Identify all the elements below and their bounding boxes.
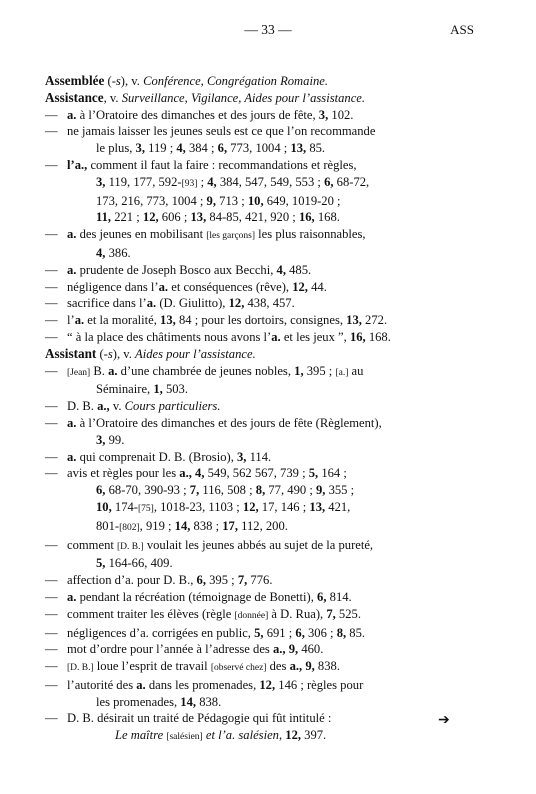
volume-ref: 12,: [292, 279, 308, 294]
index-line: [45, 555, 485, 572]
volume-ref: 5,: [96, 556, 106, 571]
entry-text: le plus,: [96, 141, 136, 156]
entry-text: mot d’ordre pour l’année à l’adresse des: [67, 642, 273, 657]
entry-text: 44.: [307, 279, 327, 294]
cross-ref: -s: [111, 74, 121, 88]
volume-ref: 6,: [317, 589, 327, 604]
entry-text: 814.: [326, 589, 352, 604]
volume-ref: 6,: [96, 483, 106, 498]
entry-text: les plus raisonnables,: [255, 227, 366, 242]
index-line: [45, 606, 485, 625]
headword: Assistance: [45, 89, 104, 105]
index-line: [45, 140, 485, 157]
entry-text: 549, 562 567, 739 ;: [204, 466, 309, 481]
entry-dash: —: [45, 107, 58, 122]
entry-text: 691 ;: [263, 625, 296, 640]
index-line: [45, 90, 485, 107]
volume-ref: 3,: [318, 107, 329, 122]
entry-text: l’: [67, 313, 75, 328]
entry-text: 397.: [301, 728, 327, 743]
index-line: [45, 727, 485, 746]
cross-ref: -s: [103, 346, 113, 361]
volume-ref: 4,: [207, 174, 217, 189]
index-line: [45, 572, 485, 589]
entry-text: ), v.: [120, 74, 144, 88]
editorial-note: [802]: [119, 522, 140, 533]
entry-dash: —: [45, 466, 58, 481]
entry-text: 438, 457.: [244, 296, 295, 311]
entry-text: 174-: [111, 499, 138, 514]
volume-ref: 13,: [290, 141, 307, 156]
volume-ref: a.: [108, 363, 118, 378]
entry-text: 68-70, 390-93 ;: [105, 483, 190, 498]
editorial-note: [93]: [181, 178, 198, 189]
headword: Assemblée: [45, 73, 105, 88]
entry-dash: —: [45, 399, 58, 414]
volume-ref: 11,: [96, 210, 112, 225]
volume-ref: 6,: [295, 625, 305, 640]
entry-text: (: [104, 74, 112, 88]
entry-text: dans les promenades,: [145, 677, 260, 692]
volume-ref: 4,: [195, 466, 205, 481]
index-line: [45, 123, 485, 140]
volume-ref: 12,: [142, 210, 159, 225]
entry-dash: —: [45, 537, 58, 552]
index-line: [45, 381, 485, 398]
volume-ref: 12,: [228, 296, 245, 311]
volume-ref: 14,: [174, 518, 191, 533]
entry-text: 525.: [335, 606, 361, 621]
entry-dash: —: [45, 279, 58, 294]
volume-ref: 1,: [294, 363, 304, 378]
entry-text: 164-66, 409.: [105, 556, 173, 571]
volume-ref: 4,: [276, 262, 286, 277]
index-line: [45, 518, 485, 537]
index-line: [45, 499, 485, 518]
volume-ref: 4,: [96, 245, 106, 260]
entry-text: 503.: [162, 382, 188, 397]
entry-dash: —: [45, 642, 58, 657]
entry-text: 68-72,: [333, 174, 370, 189]
editorial-note: [les garçons]: [206, 231, 256, 242]
entry-text: des: [266, 659, 290, 674]
entry-dash: —: [45, 157, 58, 172]
entry-text: ,: [278, 728, 286, 743]
entry-text: 773, 1004 ;: [227, 141, 291, 156]
index-line: [45, 415, 485, 432]
volume-ref: 10,: [247, 193, 264, 208]
index-line: [45, 174, 485, 193]
headword: Assistant: [45, 345, 97, 361]
index-line: [45, 537, 485, 556]
entry-text: , 919 ;: [139, 518, 175, 533]
entry-text: pendant la récréation (témoignage de Bonetti),: [76, 589, 318, 604]
entry-text: 84-85, 421, 920 ;: [206, 210, 299, 225]
index-line: [45, 295, 485, 312]
page-number: — 33 —: [244, 22, 292, 37]
entry-text: , v.: [103, 90, 122, 105]
entry-text: négligences d’a. corrigées en public,: [67, 625, 255, 640]
index-body: [45, 73, 485, 746]
volume-ref: 3,: [96, 432, 106, 447]
volume-ref: 10,: [96, 499, 112, 514]
index-line: [45, 482, 485, 499]
volume-ref: a.: [67, 415, 77, 430]
cross-ref: Cours particuliers.: [124, 399, 221, 414]
entry-text: 713 ;: [216, 193, 248, 208]
entry-text: à l’Oratoire des dimanches et des jours de fête,: [76, 107, 319, 122]
entry-text: 649, 1019-20 ;: [263, 193, 341, 208]
volume-ref: 12,: [285, 728, 302, 743]
entry-dash: —: [45, 589, 58, 604]
index-line: [45, 73, 485, 90]
volume-ref: 7,: [326, 606, 336, 621]
entry-dash: —: [45, 363, 58, 378]
index-line: [45, 677, 485, 694]
entry-dash: —: [45, 449, 58, 464]
index-line: [45, 694, 485, 711]
entry-dash: —: [45, 313, 58, 328]
volume-ref: 7,: [189, 483, 200, 498]
entry-dash: —: [45, 711, 58, 726]
index-line: [45, 107, 485, 124]
entry-text: 221 ;: [111, 210, 143, 225]
cross-ref: Conférence, Congrégation Romaine.: [143, 74, 328, 88]
editorial-note: [Jean]: [67, 367, 91, 378]
entry-text: 164 ;: [318, 466, 347, 481]
volume-ref: 3,: [135, 141, 145, 156]
entry-text: 606 ;: [158, 210, 191, 225]
volume-ref: 16,: [349, 329, 366, 344]
entry-text: 395 ;: [303, 363, 336, 378]
volume-ref: 6,: [217, 141, 228, 156]
index-line: [45, 329, 485, 346]
entry-text: 17, 146 ;: [258, 499, 310, 514]
volume-ref: a.: [158, 279, 169, 294]
volume-ref: a.: [67, 589, 77, 604]
volume-ref: 1,: [153, 382, 163, 397]
entry-text: (D. Giulitto),: [156, 296, 229, 311]
entry-text: ;: [197, 174, 208, 189]
entry-text: 395 ;: [205, 573, 238, 588]
entry-dash: —: [45, 262, 58, 277]
index-line: [45, 245, 485, 262]
volume-ref: a.,: [97, 399, 110, 414]
editorial-note: [a.]: [335, 367, 349, 378]
volume-ref: 9,: [288, 642, 299, 657]
volume-ref: 9,: [315, 483, 326, 498]
volume-ref: a.: [271, 329, 281, 344]
index-line: [45, 157, 485, 174]
entry-text: 386.: [105, 245, 131, 260]
entry-text: 384, 547, 549, 553 ;: [216, 174, 325, 189]
index-line: [45, 262, 485, 279]
volume-ref: 5,: [254, 625, 264, 640]
entry-dash: —: [45, 296, 58, 311]
entry-text: 776.: [247, 573, 273, 588]
editorial-note: [donnée]: [234, 610, 269, 621]
entry-text: Séminaire,: [96, 382, 154, 397]
entry-dash: —: [45, 625, 58, 640]
editorial-note: [salésien]: [166, 732, 203, 743]
entry-text: 119, 177, 592-: [105, 174, 182, 189]
entry-text: à D. Rua),: [268, 606, 327, 621]
entry-dash: —: [45, 415, 58, 430]
volume-ref: 3,: [96, 174, 106, 189]
index-line: [45, 398, 485, 415]
entry-text: à l’Oratoire des dimanches et des jours de fête (Règlement),: [76, 415, 382, 430]
entry-text: 838 ;: [190, 518, 223, 533]
entry-text: et les jeux ”,: [280, 329, 350, 344]
entry-text: prudente de Joseph Bosco aux Becchi,: [76, 262, 277, 277]
index-line: [45, 641, 485, 658]
entry-text: ), v.: [112, 346, 136, 361]
entry-text: comment traiter les élèves (règle: [67, 606, 235, 621]
volume-ref: a.: [67, 227, 77, 242]
entry-text: 84 ; pour les dortoirs, consignes,: [175, 313, 347, 328]
entry-text: 421,: [325, 499, 351, 514]
entry-text: 485.: [285, 262, 312, 277]
page-header: [0, 22, 536, 42]
volume-ref: 16,: [298, 210, 315, 225]
volume-ref: a.,: [289, 659, 303, 674]
entry-text: 173, 216, 773, 1004 ;: [96, 193, 207, 208]
volume-ref: 12,: [242, 499, 259, 514]
volume-ref: a.: [74, 313, 85, 328]
cross-ref: Surveillance, Vigilance, Aides pour l’assistance.: [121, 90, 366, 105]
volume-ref: 3,: [237, 449, 247, 464]
index-line: [45, 625, 485, 642]
entry-text: D. B. désirait un traité de Pédagogie qui fût intitulé :: [67, 711, 332, 726]
entry-text: , 1018-23, 1103 ;: [153, 499, 243, 514]
volume-ref: 5,: [308, 466, 319, 481]
continue-arrow-icon: ➔: [438, 713, 450, 728]
index-line: [45, 226, 485, 245]
volume-ref: 13,: [309, 499, 326, 514]
entry-text: affection d’a. pour D. B.,: [67, 573, 197, 588]
index-line: [45, 312, 485, 329]
volume-ref: 9,: [305, 659, 315, 674]
volume-ref: a.: [67, 449, 77, 464]
volume-ref: 9,: [206, 193, 216, 208]
index-line: [45, 589, 485, 606]
volume-ref: 6,: [196, 573, 206, 588]
entry-text: “ à la place des châtiments nous avons l’: [67, 329, 272, 344]
entry-dash: —: [45, 606, 58, 621]
entry-text: voulait les jeunes abbés au sujet de la pureté,: [143, 537, 374, 552]
volume-ref: a.,: [179, 466, 192, 481]
entry-text: 306 ;: [304, 625, 337, 640]
editorial-note: [D. B.]: [117, 541, 144, 552]
index-line: [45, 449, 485, 466]
entry-text: 99.: [105, 432, 125, 447]
volume-ref: a.: [67, 262, 77, 277]
entry-text: 838.: [314, 659, 340, 674]
entry-text: négligence dans l’: [67, 279, 159, 294]
entry-text: 838.: [196, 694, 222, 709]
entry-dash: —: [45, 573, 58, 588]
entry-text: ne jamais laisser les jeunes seuls est ce que l’on recommande: [67, 124, 376, 139]
entry-text: 801-: [96, 518, 120, 533]
entry-text: 77, 490 ;: [265, 483, 316, 498]
entry-text: les promenades,: [96, 694, 181, 709]
volume-ref: 8,: [336, 625, 347, 640]
editorial-note: [75]: [137, 503, 154, 514]
volume-ref: a.,: [272, 642, 286, 657]
volume-ref: 17,: [222, 518, 238, 533]
entry-text: v.: [109, 399, 125, 414]
entry-text: 146 ; règles pour: [275, 677, 364, 692]
entry-text: 355 ;: [325, 483, 355, 498]
volume-ref: 4,: [176, 141, 186, 156]
index-line: [45, 193, 485, 210]
editorial-note: [observé chez]: [210, 663, 267, 674]
entry-text: B.: [90, 363, 109, 378]
entry-text: sacrifice dans l’: [67, 296, 147, 311]
index-line: [45, 432, 485, 449]
entry-text: (: [96, 346, 104, 361]
entry-text: au: [348, 363, 364, 378]
entry-text: d’une chambrée de jeunes nobles,: [117, 363, 295, 378]
index-line: [45, 346, 485, 363]
entry-text: comment il faut la faire : recommandations et règles,: [87, 157, 357, 172]
cross-ref: Aides pour l’assistance.: [135, 346, 256, 361]
index-line: [45, 209, 485, 226]
index-line: [45, 710, 485, 727]
volume-ref: a.: [146, 296, 157, 311]
volume-ref: 13,: [160, 313, 176, 328]
index-line: [45, 363, 485, 382]
entry-dash: —: [45, 677, 58, 692]
editorial-note: [D. B.]: [67, 663, 94, 674]
volume-ref: 12,: [259, 677, 276, 692]
entry-text: 85.: [346, 625, 366, 640]
volume-ref: 13,: [346, 313, 362, 328]
entry-dash: —: [45, 227, 58, 242]
entry-text: 112, 200.: [238, 518, 288, 533]
volume-ref: 7,: [237, 573, 248, 588]
index-line: [45, 658, 485, 677]
volume-ref: 14,: [180, 694, 197, 709]
volume-ref: 8,: [255, 483, 266, 498]
entry-text: 119 ;: [144, 141, 177, 156]
entry-text: D. B.: [67, 399, 98, 414]
entry-text: 114.: [246, 449, 272, 464]
entry-text: avis et règles pour les: [67, 466, 180, 481]
volume-ref: a.: [67, 107, 77, 122]
entry-text: des jeunes en mobilisant: [76, 227, 207, 242]
entry-text: comment: [67, 537, 118, 552]
entry-dash: —: [45, 124, 58, 139]
entry-text: loue l’esprit de travail: [93, 659, 211, 674]
volume-ref: a.: [136, 677, 146, 692]
volume-ref: 6,: [324, 174, 334, 189]
entry-text: 102.: [328, 107, 354, 122]
index-line: [45, 279, 485, 296]
entry-text: 85.: [306, 141, 326, 156]
entry-dash: —: [45, 659, 58, 674]
entry-dash: —: [45, 329, 58, 344]
entry-text: 116, 508 ;: [199, 483, 256, 498]
entry-text: l’autorité des: [67, 677, 137, 692]
cross-ref: et l’a. salésien: [202, 728, 279, 743]
entry-text: 168.: [314, 210, 340, 225]
entry-text: 272.: [361, 313, 388, 328]
entry-text: 384 ;: [185, 141, 218, 156]
entry-text: 168.: [365, 329, 391, 344]
entry-text: 460.: [298, 642, 324, 657]
cross-ref: Le maître: [115, 728, 167, 743]
volume-ref: l’a.,: [67, 157, 88, 172]
entry-text: et la moralité,: [84, 313, 161, 328]
entry-text: qui comprenait D. B. (Brosio),: [76, 449, 237, 464]
index-line: [45, 465, 485, 482]
volume-ref: 13,: [190, 210, 207, 225]
entry-text: et conséquences (rêve),: [168, 279, 293, 294]
running-head: ASS: [450, 22, 474, 37]
